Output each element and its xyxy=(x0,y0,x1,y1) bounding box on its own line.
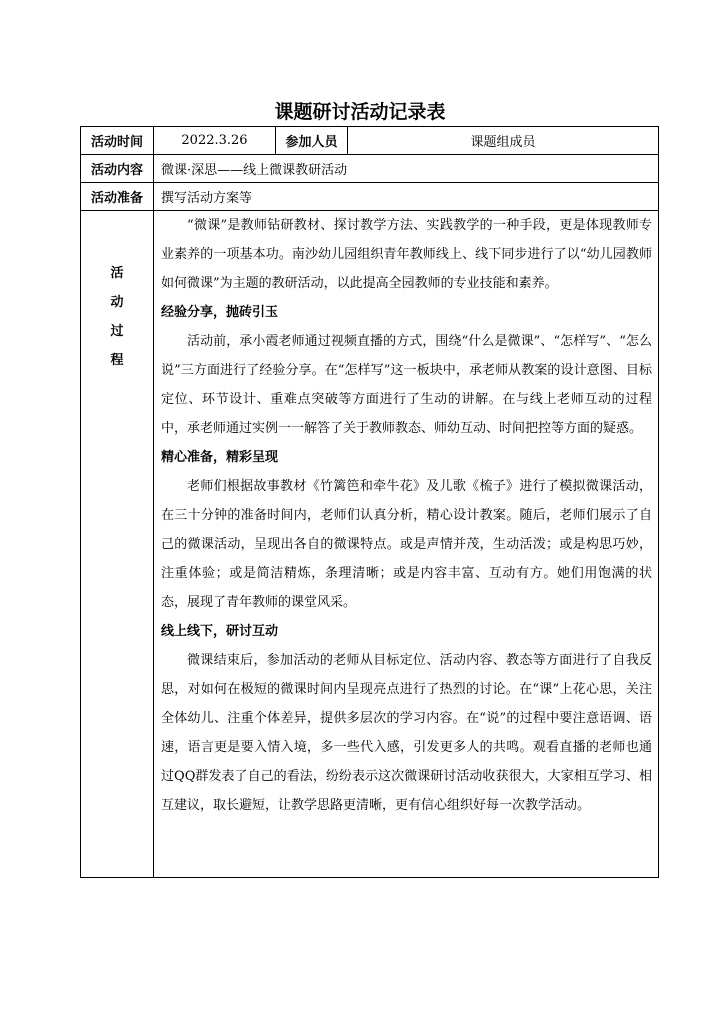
activity-record-table xyxy=(80,126,659,878)
section-heading: 线上线下，研讨互动 xyxy=(161,624,279,639)
process-label-char: 程 xyxy=(110,353,124,368)
table-row-time xyxy=(81,127,659,155)
process-label-char: 过 xyxy=(110,324,124,339)
document-title: 课题研讨活动记录表 xyxy=(274,101,446,123)
process-content xyxy=(154,211,659,878)
preparation-label: 活动准备 xyxy=(81,183,154,211)
intro-paragraph: “微课”是教师钻研教材、探讨教学方法、实践教学的一种手段，更是体现教师专业素养的一项基本功。南沙幼儿园组织青年教师线上、线下同步进行了以“幼儿园教师如何微课”为主题的教研活动，以此提高全园教师的专业技能和素养。 xyxy=(161,218,652,291)
section-paragraph: 活动前，承小霞老师通过视频直播的方式，围绕“什么是微课”、“怎样写”、“怎么说”三方面进行了经验分享。在“怎样写”这一板块中，承老师从教案的设计意图、目标定位、环节设计、重难点突破等方面进行了生动的讲解。在与线上老师互动的过程中，承老师通过实例一一解答了关于教师教态、师幼互动、时间把控等方面的疑惑。 xyxy=(161,334,652,436)
table-row-content xyxy=(81,155,659,183)
table-row-preparation xyxy=(81,183,659,211)
section-paragraph: 微课结束后，参加活动的老师从目标定位、活动内容、教态等方面进行了自我反思，对如何在极短的微课时间内呈现亮点进行了热烈的讨论。在“课”上花心思，关注全体幼儿、注重个体差异，提供多层次的学习内容。在“说”的过程中要注意语调、语速，语言更是要入情入境，多一些代入感，引发更多人的共鸣。观看直播的老师也通过QQ群发表了自己的看法，纷纷表示这次微课研讨活动收获很大，大家相互学习、相互建议，取长避短，让教学思路更清晰，更有信心组织好每一次教学活动。 xyxy=(161,653,652,813)
content-value: 微课·深思——线上微课教研活动 xyxy=(154,155,659,183)
section-heading: 精心准备，精彩呈现 xyxy=(161,450,279,465)
process-label-char: 活 xyxy=(110,266,124,281)
section-heading: 经验分享，抛砖引玉 xyxy=(161,305,279,320)
process-label-cell xyxy=(81,211,154,878)
participants-value: 课题组成员 xyxy=(348,127,659,155)
table-row-process xyxy=(81,211,659,878)
process-label-char: 动 xyxy=(110,295,124,310)
participants-label: 参加人员 xyxy=(276,127,348,155)
time-label: 活动时间 xyxy=(81,127,154,155)
time-value: 2022.3.26 xyxy=(154,127,276,155)
section-paragraph: 老师们根据故事教材《竹篱笆和牵牛花》及儿歌《梳子》进行了模拟微课活动，在三十分钟的准备时间内，老师们认真分析，精心设计教案。随后，老师们展示了自己的微课活动，呈现出各自的微课特点。或是声情并茂，生动活泼；或是构思巧妙，注重体验；或是简洁精炼，条理清晰；或是内容丰富、互动有方。她们用饱满的状态，展现了青年教师的课堂风采。 xyxy=(161,479,652,610)
preparation-value: 撰写活动方案等 xyxy=(154,183,659,211)
content-label: 活动内容 xyxy=(81,155,154,183)
